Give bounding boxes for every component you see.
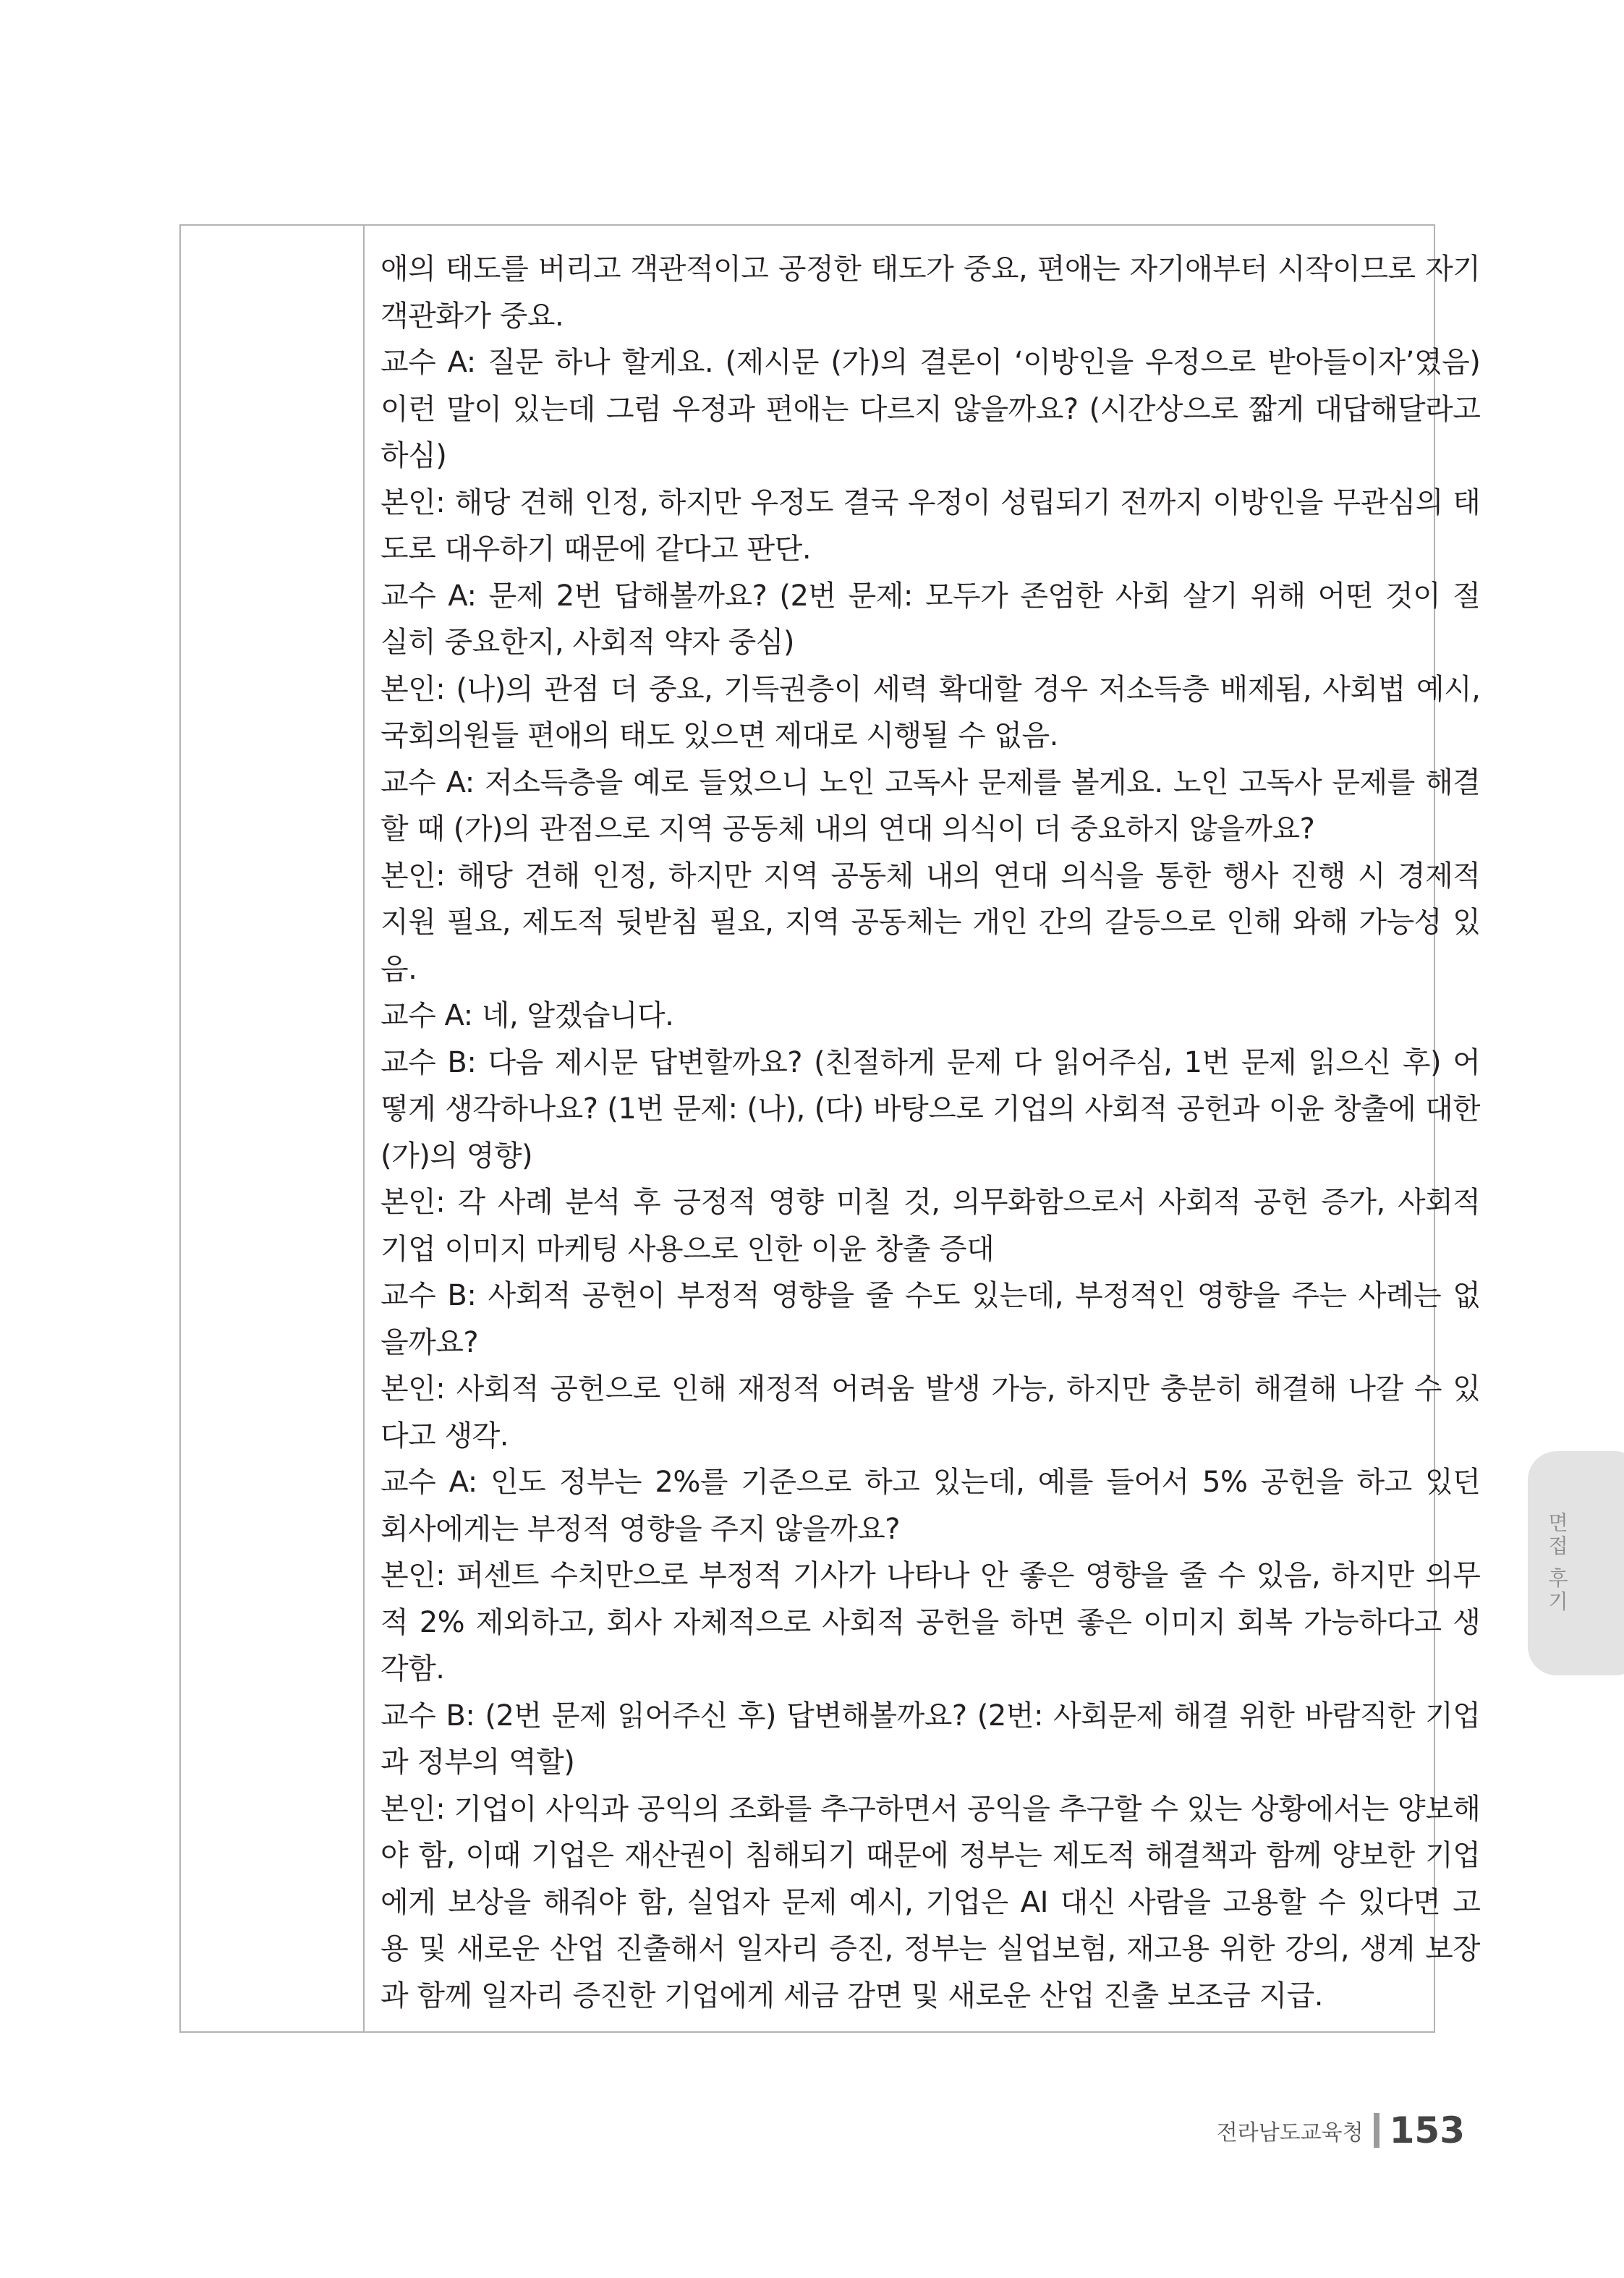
text-line: (가)의 영향) [381,1139,533,1173]
text-line: 실히 중요한지, 사회적 약자 중심) [381,626,794,659]
text-line: 본인: 각 사례 분석 후 긍정적 영향 미칠 것, 의무화함으로서 사회적 공헌 증가, 사회적 [381,1186,1481,1219]
text-line: 교수 A: 질문 하나 할게요. (제시문 (가)의 결론이 ‘이방인을 우정으로 받아들이자’였음) [381,346,1481,379]
text-line: 지원 필요, 제도적 뒷받침 필요, 지역 공동체는 개인 간의 갈등으로 인해 와해 가능성 있 [381,906,1481,939]
text-line: 다고 생각. [381,1419,509,1453]
text-line: 각함. [381,1652,445,1686]
text-line: 본인: 해당 견해 인정, 하지만 우정도 결국 우정이 성립되기 전까지 이방인을 무관심의 태 [381,485,1481,519]
table-left-cell [181,226,365,2031]
page-footer [1217,2109,1465,2152]
text-line: 을까요? [381,1325,479,1359]
text-line: 기업 이미지 마케팅 사용으로 인한 이윤 창출 증대 [381,1232,995,1266]
text-line: 본인: 기업이 사익과 공익의 조화를 추구하면서 공익을 추구할 수 있는 상황에서는 양보해 [381,1792,1481,1826]
text-line: 본인: 퍼센트 수치만으로 부정적 기사가 나타나 안 좋은 영향을 줄 수 있음, 하지만 의무 [381,1559,1481,1592]
text-line: 교수 B: (2번 문제 읽어주신 후) 답변해볼까요? (2번: 사회문제 해결 위한 바람직한 기업 [381,1699,1481,1733]
text-line: 교수 B: 다음 제시문 답변할까요? (친절하게 문제 다 읽어주심, 1번 문제 읽으신 후) 어 [381,1045,1481,1079]
footer-divider [1374,2113,1379,2148]
text-line: 과 정부의 역할) [381,1746,575,1779]
text-line: 야 함, 이때 기업은 재산권이 침해되기 때문에 정부는 제도적 해결책과 함께 양보한 기업 [381,1839,1481,1872]
text-line: 떻게 생각하나요? (1번 문제: (나), (다) 바탕으로 기업의 사회적 공헌과 이윤 창출에 대한 [381,1092,1481,1126]
text-line: 에게 보상을 해줘야 함, 실업자 문제 예시, 기업은 AI 대신 사람을 고용할 수 있다면 고 [381,1885,1481,1919]
text-line: 할 때 (가)의 관점으로 지역 공동체 내의 연대 의식이 더 중요하지 않을까요? [381,812,1315,846]
interview-table [179,224,1481,2033]
table-content-cell [365,226,1495,2031]
footer-organization: 전라남도교육청 [1216,2120,1364,2146]
text-line: 본인: 사회적 공헌으로 인해 재정적 어려움 발생 가능, 하지만 충분히 해결해 나갈 수 있 [381,1372,1481,1406]
text-line: 교수 A: 네, 알겠습니다. [381,999,674,1032]
text-line: 적 2% 제외하고, 회사 자체적으로 사회적 공헌을 하면 좋은 이미지 회복 가능하다고 생 [381,1605,1481,1639]
text-line: 국회의원들 편애의 태도 있으면 제대로 시행될 수 없음. [381,719,1058,752]
side-tab-label: 면접 후기 [1545,1511,1569,1614]
text-line: 본인: (나)의 관점 더 중요, 기득권층이 세력 확대할 경우 저소득층 배제됨, 사회법 예시, [381,672,1481,706]
text-line: 하심) [381,439,447,472]
text-line: 도로 대우하기 때문에 같다고 판단. [381,532,812,566]
text-line: 과 함께 일자리 증진한 기업에게 세금 감면 및 새로운 산업 진출 보조금 지급. [381,1979,1323,2013]
text-line: 본인: 해당 견해 인정, 하지만 지역 공동체 내의 연대 의식을 통한 행사 진행 시 경제적 [381,859,1481,893]
text-line: 음. [381,952,417,986]
text-line: 교수 A: 인도 정부는 2%를 기준으로 하고 있는데, 예를 들어서 5% 공헌을 하고 있던 [381,1466,1481,1499]
page-number: 153 [1389,2109,1465,2151]
text-line: 회사에게는 부정적 영향을 주지 않을까요? [381,1512,900,1546]
text-line: 애의 태도를 버리고 객관적이고 공정한 태도가 중요, 편애는 자기애부터 시작이므로 자기 [381,252,1481,286]
text-line: 교수 A: 문제 2번 답해볼까요? (2번 문제: 모두가 존엄한 사회 살기 위해 어떤 것이 절 [381,579,1481,613]
text-line: 객관화가 중요. [381,299,564,333]
text-line: 이런 말이 있는데 그럼 우정과 편애는 다르지 않을까요? (시간상으로 짧게 대답해달라고 [381,392,1481,426]
text-line: 용 및 새로운 산업 진출해서 일자리 증진, 정부는 실업보험, 재고용 위한 강의, 생계 보장 [381,1932,1481,1965]
text-line: 교수 B: 사회적 공헌이 부정적 영향을 줄 수도 있는데, 부정적인 영향을 주는 사례는 없 [381,1279,1481,1312]
text-line: 교수 A: 저소득층을 예로 들었으니 노인 고독사 문제를 볼게요. 노인 고독사 문제를 해결 [381,765,1481,799]
